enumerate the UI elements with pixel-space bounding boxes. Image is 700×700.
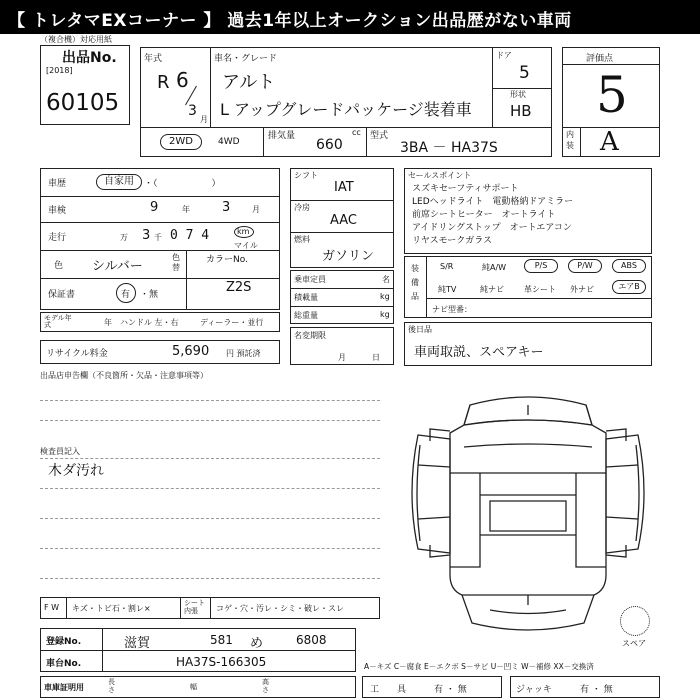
sales-point-line: LEDヘッドライト 電動格納ドアミラー — [412, 197, 574, 207]
inspection-label: 車検 — [48, 206, 67, 216]
fuel-value: ガソリン — [322, 249, 375, 264]
drive-4wd: 4WD — [218, 137, 240, 147]
chassis-label: 車台No. — [46, 659, 82, 669]
car-name: アルト — [222, 72, 276, 93]
recycle-value: 5,690 — [172, 344, 210, 359]
dealer: ディーラー・並行 — [200, 318, 264, 327]
tools-value: 有 ・ 無 — [434, 685, 467, 695]
mileage-man: 万 — [120, 233, 128, 242]
displacement-value: 660 — [316, 137, 343, 153]
notes-label: 出品店申告欄（不良箇所・欠品・注意事項等） — [40, 371, 208, 380]
plate-num: 6808 — [296, 633, 327, 647]
ac-label: 冷房 — [294, 203, 310, 212]
body-value: HB — [510, 102, 532, 120]
spare-label: スペア — [622, 639, 646, 648]
mileage-digits: 0 7 4 — [170, 228, 210, 243]
weight-unit: kg — [380, 310, 390, 319]
plate-label: 登録No. — [46, 637, 82, 647]
mileage-unit: km — [237, 227, 250, 236]
car-grade: L アップグレードパッケージ装着車 — [220, 100, 472, 119]
mileage-alt: マイル — [234, 241, 258, 250]
interior-label: 内装 — [566, 130, 574, 150]
shift-value: IAT — [334, 180, 354, 195]
month-unit: 月 — [200, 115, 208, 124]
name-change-month: 月 — [338, 353, 346, 362]
inspector-label: 検査員記入 — [40, 447, 80, 456]
recycle-unit: 円 預託済 — [226, 349, 261, 358]
equip-tv: 純TV — [438, 285, 457, 294]
car-damage-diagram — [400, 385, 656, 645]
sales-point-line: リヤスモークガラス — [412, 236, 493, 246]
shift-label: シフト — [294, 171, 318, 180]
header-sub: （複合機）対応用紙 — [40, 35, 112, 44]
header-title: 【 トレタマEXコーナー 】 過去1年以上オークション出品歴がない車両 — [8, 11, 572, 31]
color-change: 色替 — [172, 253, 180, 272]
score-value: 5 — [596, 66, 628, 124]
plate-kana: め — [250, 636, 264, 651]
history-label: 車歴 — [48, 179, 67, 189]
history-rest: ・（ ） — [144, 179, 221, 189]
cert-label: 車庫証明用 — [44, 683, 84, 692]
load-unit: kg — [380, 292, 390, 301]
year-label: 年式 — [144, 54, 163, 64]
model-year-label: モデル年式 — [44, 314, 72, 329]
year-value: 6 — [176, 68, 189, 92]
cert-row — [40, 676, 356, 698]
seat-text: コゲ・穴・汚レ・シミ・破レ・スレ — [216, 604, 344, 613]
damage-legend: A－キズ C－腐食 E－エクボ S－サビ U－凹ミ W－補修 XX－交換済 — [364, 662, 594, 671]
sales-points-label: セールスポイント — [408, 171, 472, 180]
color-no-label: カラーNo. — [206, 255, 248, 265]
inspection-month-unit: 月 — [252, 205, 260, 214]
cert-length: 長さ — [108, 678, 115, 694]
equip-aw: 純A/W — [482, 263, 507, 272]
equipment-label: 装備品 — [411, 264, 419, 301]
cert-width: 幅 — [190, 683, 197, 691]
displacement-unit: cc — [352, 128, 361, 137]
jack-label: ジャッキ — [516, 685, 552, 695]
lot-number: 60105 — [46, 90, 120, 116]
year-era: R — [157, 72, 170, 93]
handle: ハンドル 左・右 — [120, 318, 179, 327]
load-label: 積載量 — [294, 293, 318, 302]
name-label: 車名・グレード — [214, 54, 278, 64]
equip-abs: ABS — [612, 259, 646, 273]
plate-area: 滋賀 — [124, 636, 151, 651]
name-change-day: 日 — [372, 353, 380, 362]
ac-value: AAC — [330, 213, 357, 228]
fw-text: キズ・トビ石・割レ× — [72, 604, 151, 613]
plate-class: 581 — [210, 633, 233, 647]
color-label: 色 — [54, 261, 64, 271]
equip-sr: S/R — [440, 262, 454, 271]
displacement-label: 排気量 — [268, 131, 296, 141]
navi-model-label: ナビ型番： — [432, 305, 472, 314]
accessories-value: 車両取説、スペアキー — [414, 345, 544, 360]
equip-ps: P/S — [524, 259, 558, 273]
mileage-digit1: 3 — [142, 228, 151, 243]
fw-label: F W — [44, 603, 60, 612]
sales-point-line: スズキセーフティサポート — [412, 184, 519, 194]
jack-value: 有 ・ 無 — [580, 685, 613, 695]
drive-2wd: 2WD — [160, 134, 202, 150]
weight-label: 総重量 — [294, 311, 318, 320]
model-label: 型式 — [370, 131, 389, 141]
equip-pw: P/W — [568, 259, 602, 273]
lot-label: 出品No. — [62, 50, 117, 66]
recycle-label: リサイクル料金 — [46, 349, 108, 359]
body-label: 形状 — [510, 90, 526, 99]
mileage-label: 走行 — [48, 233, 67, 243]
color-value: シルバー — [92, 259, 143, 274]
sales-point-line: 前席シートヒーター オートライト — [412, 210, 556, 220]
chassis-value: HA37S-166305 — [176, 655, 267, 669]
history-value: 自家用 — [96, 174, 142, 190]
spare-tire-circle — [620, 606, 650, 636]
fuel-label: 燃料 — [294, 235, 310, 244]
capacity-unit: 名 — [382, 275, 390, 284]
model-value: 3BA － HA37S — [400, 140, 498, 156]
warranty-no: ・無 — [140, 290, 159, 300]
interior-value: A — [600, 127, 619, 157]
inspection-year-unit: 年 — [182, 205, 190, 214]
warranty-yes: 有 — [121, 290, 131, 300]
score-label: 評価点 — [586, 54, 614, 64]
warranty-label: 保証書 — [48, 290, 76, 300]
lot-year-tag: [2018] — [46, 66, 73, 75]
tools-label: 工 具 — [370, 685, 407, 695]
sales-point-line: アイドリングストップ オートエアコン — [412, 223, 572, 233]
mileage-sen: 千 — [154, 233, 162, 242]
equip-navi: 純ナビ — [480, 285, 504, 294]
equip-leather: 革シート — [524, 285, 556, 294]
inspector-remark: 木ダ汚れ — [48, 463, 104, 479]
inspection-year: 9 — [150, 200, 159, 215]
doors-value: 5 — [519, 63, 530, 83]
accessories-label: 後日品 — [408, 325, 432, 334]
capacity-label: 乗車定員 — [294, 275, 326, 284]
month-value: 3 — [188, 103, 197, 119]
model-year-unit: 年 — [104, 318, 112, 327]
cert-height: 高さ — [262, 678, 269, 694]
color-no: Z2S — [226, 280, 252, 295]
name-change-label: 名変期限 — [294, 331, 326, 340]
inspection-month: 3 — [222, 200, 231, 215]
equip-ext-navi: 外ナビ — [570, 285, 594, 294]
doors-label: ドア — [496, 51, 512, 60]
seat-label: シート内張 — [184, 599, 205, 615]
equip-airbag: エアB — [612, 280, 646, 294]
